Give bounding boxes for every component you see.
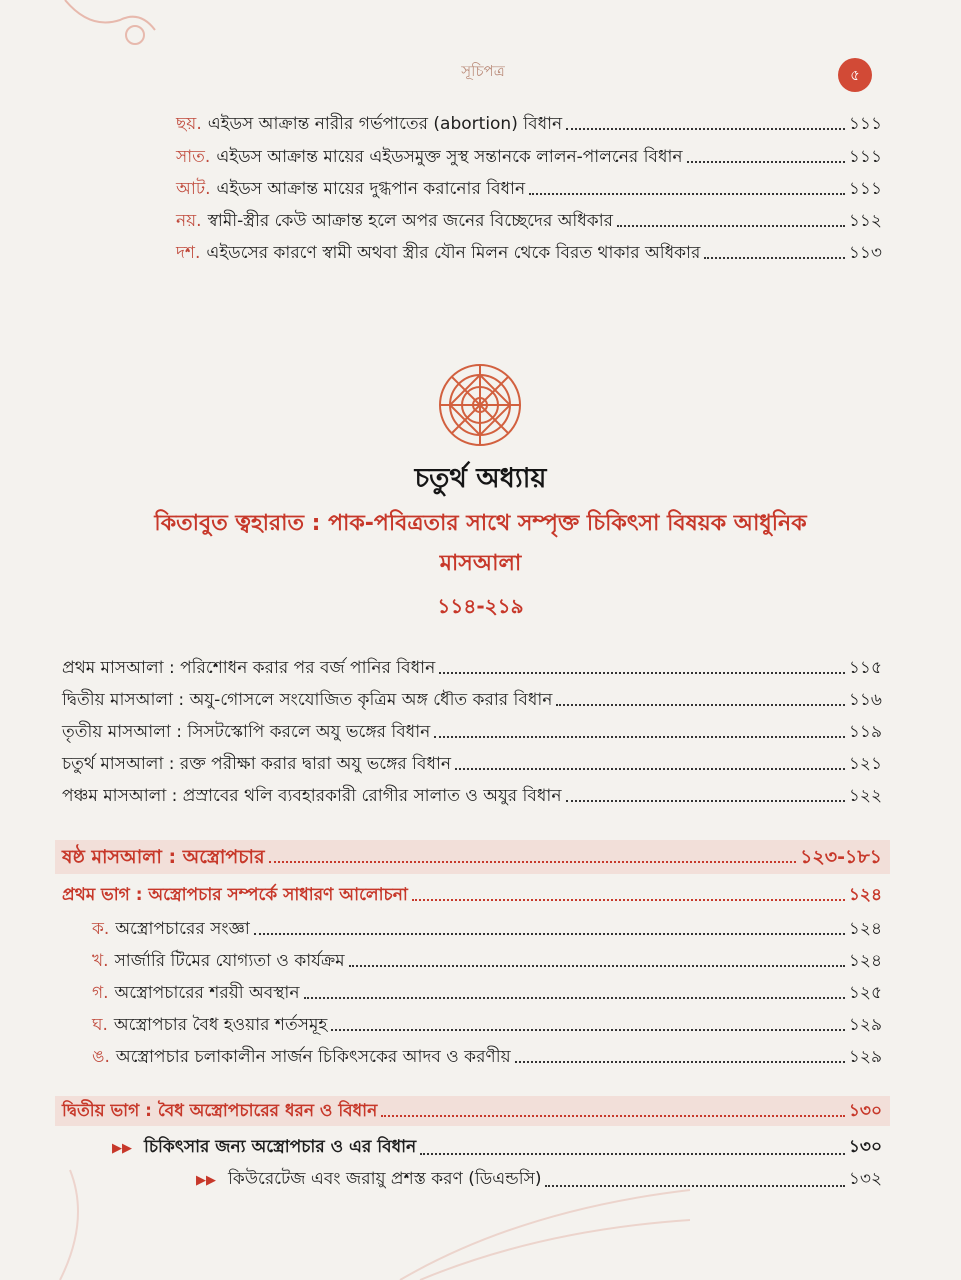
entry-text: অস্ত্রোপচার চলাকালীন সার্জন চিকিৎসকের আদব ও করণীয় xyxy=(115,1047,511,1067)
section-heading-text: ষষ্ঠ মাসআলা : অস্ত্রোপচার xyxy=(62,846,265,868)
part-heading xyxy=(62,884,882,906)
entry-prefix: ক. xyxy=(92,919,110,939)
entry-page: ১২৪ xyxy=(848,919,882,939)
entry-text: অস্ত্রোপচারের শরয়ী অবস্থান xyxy=(114,983,300,1003)
entry-page: ১৩২ xyxy=(848,1169,882,1189)
toc-entry xyxy=(92,950,882,972)
entry-text: স্বামী-স্ত্রীর কেউ আক্রান্ত হলে অপর জনের বিচ্ছেদের অধিকার xyxy=(207,211,613,231)
double-arrow-icon: ▶▶ xyxy=(112,1141,132,1156)
entry-prefix: আট. xyxy=(176,179,211,199)
header-title: সূচিপত্র xyxy=(461,62,505,80)
entry-page: ১১৯ xyxy=(848,722,882,742)
part-heading-text: প্রথম ভাগ : অস্ত্রোপচার সম্পর্কে সাধারণ আলোচনা xyxy=(62,885,408,905)
chapter-title: চতুর্থ অধ্যায় xyxy=(414,463,547,494)
entry-page: ১২১ xyxy=(848,754,882,774)
double-arrow-icon: ▶▶ xyxy=(196,1173,216,1188)
dot-leader xyxy=(455,768,845,770)
chapter-subtitle xyxy=(40,504,921,584)
toc-entry xyxy=(176,113,882,135)
dot-leader xyxy=(434,736,845,738)
entry-text: এইডস আক্রান্ত মায়ের দুগ্ধপান করানোর বিধান xyxy=(216,179,526,199)
part-heading-text: দ্বিতীয় ভাগ : বৈধ অস্ত্রোপচারের ধরন ও বিধান xyxy=(62,1101,378,1121)
entry-text: পঞ্চম মাসআলা : প্রস্রাবের থলি ব্যবহারকারী রোগীর সালাত ও অযুর বিধান xyxy=(62,786,562,806)
dot-leader xyxy=(381,1115,845,1117)
rosette-ornament-icon xyxy=(420,360,540,450)
entry-prefix: দশ. xyxy=(176,243,201,263)
entry-text: কিউরেটেজ এবং জরায়ু প্রশস্ত করণ (ডিএন্ডসি) xyxy=(228,1169,542,1189)
entry-prefix: নয়. xyxy=(176,211,202,231)
chapter-page-range: ১১৪-২১৯ xyxy=(437,594,524,618)
part-heading xyxy=(62,1100,882,1122)
entry-page: ১১৩ xyxy=(848,243,882,263)
decorative-helix-icon xyxy=(0,1130,700,1280)
entry-page: ১১৬ xyxy=(848,690,882,710)
chapter-subtitle-line1: কিতাবুত ত্বহারাত : পাক-পবিত্রতার সাথে সম্পৃক্ত চিকিৎসা বিষয়ক আধুনিক xyxy=(154,511,807,536)
entry-text: প্রথম মাসআলা : পরিশোধন করার পর বর্জ পানির বিধান xyxy=(62,658,436,678)
dot-leader xyxy=(617,225,845,227)
entry-prefix: গ. xyxy=(92,983,109,1003)
dot-leader xyxy=(412,899,845,901)
chapter-subtitle-line2: মাসআলা xyxy=(439,551,522,576)
dot-leader xyxy=(566,800,845,802)
toc-entry xyxy=(176,242,882,264)
dot-leader xyxy=(254,933,845,935)
toc-entry xyxy=(92,918,882,940)
dot-leader xyxy=(704,257,845,259)
entry-text: চিকিৎসার জন্য অস্ত্রোপচার ও এর বিধান xyxy=(144,1137,417,1157)
decorative-flourish-icon xyxy=(60,0,180,60)
entry-page: ১২৯ xyxy=(848,1047,882,1067)
dot-leader xyxy=(349,965,845,967)
dot-leader xyxy=(556,704,844,706)
dot-leader xyxy=(515,1061,845,1063)
entry-text: এইডস আক্রান্ত নারীর গর্ভপাতের (abortion) বিধান xyxy=(207,114,563,134)
toc-entry xyxy=(92,1014,882,1036)
part-heading-page: ১৩০ xyxy=(848,1101,882,1121)
dot-leader xyxy=(566,128,845,130)
toc-entry xyxy=(176,210,882,232)
toc-entry xyxy=(62,721,882,743)
section-heading xyxy=(62,846,882,868)
entry-text: এইডসের কারণে স্বামী অথবা স্ত্রীর যৌন মিলন থেকে বিরত থাকার অধিকার xyxy=(206,243,701,263)
toc-entry xyxy=(62,753,882,775)
entry-page: ১১১ xyxy=(848,114,882,134)
entry-page: ১২২ xyxy=(848,786,882,806)
entry-page: ১১১ xyxy=(848,179,882,199)
dot-leader xyxy=(304,997,845,999)
entry-page: ১১২ xyxy=(848,211,882,231)
entry-text: এইডস আক্রান্ত মায়ের এইডসমুক্ত সুস্থ সন্তানকে লালন-পালনের বিধান xyxy=(216,147,683,167)
entry-prefix: ঘ. xyxy=(92,1015,108,1035)
entry-prefix: ঙ. xyxy=(92,1047,110,1067)
entry-text: অস্ত্রোপচার বৈধ হওয়ার শর্তসমূহ xyxy=(113,1015,328,1035)
dot-leader xyxy=(439,672,845,674)
entry-text: তৃতীয় মাসআলা : সিসটস্কোপি করলে অযু ভঙ্গের বিধান xyxy=(62,722,431,742)
page-number-badge: ৫ xyxy=(838,58,872,92)
dot-leader xyxy=(331,1029,845,1031)
entry-page: ১২৫ xyxy=(848,983,882,1003)
toc-entry xyxy=(62,785,882,807)
entry-page: ১২৪ xyxy=(848,951,882,971)
toc-entry xyxy=(62,657,882,679)
toc-entry xyxy=(176,146,882,168)
entry-text: সার্জারি টিমের যোগ্যতা ও কার্যক্রম xyxy=(114,951,345,971)
toc-entry xyxy=(176,178,882,200)
entry-text: দ্বিতীয় মাসআলা : অযু-গোসলে সংযোজিত কৃত্রিম অঙ্গ ধৌত করার বিধান xyxy=(62,690,553,710)
entry-text: চতুর্থ মাসআলা : রক্ত পরীক্ষা করার দ্বারা অযু ভঙ্গের বিধান xyxy=(62,754,452,774)
dot-leader xyxy=(687,161,845,163)
entry-page: ১২৯ xyxy=(848,1015,882,1035)
toc-entry xyxy=(92,1046,882,1068)
part-heading-page: ১২৪ xyxy=(848,885,882,905)
toc-entry xyxy=(92,982,882,1004)
section-heading-page: ১২৩-১৮১ xyxy=(800,846,882,868)
toc-entry xyxy=(62,689,882,711)
entry-page: ১১৫ xyxy=(848,658,882,678)
entry-page: ১৩০ xyxy=(848,1137,882,1157)
entry-text: অস্ত্রোপচারের সংজ্ঞা xyxy=(115,919,250,939)
entry-prefix: খ. xyxy=(92,951,109,971)
entry-prefix: ছয়. xyxy=(176,114,202,134)
entry-prefix: সাত. xyxy=(176,147,211,167)
dot-leader xyxy=(269,861,797,863)
entry-page: ১১১ xyxy=(848,147,882,167)
dot-leader xyxy=(529,193,845,195)
